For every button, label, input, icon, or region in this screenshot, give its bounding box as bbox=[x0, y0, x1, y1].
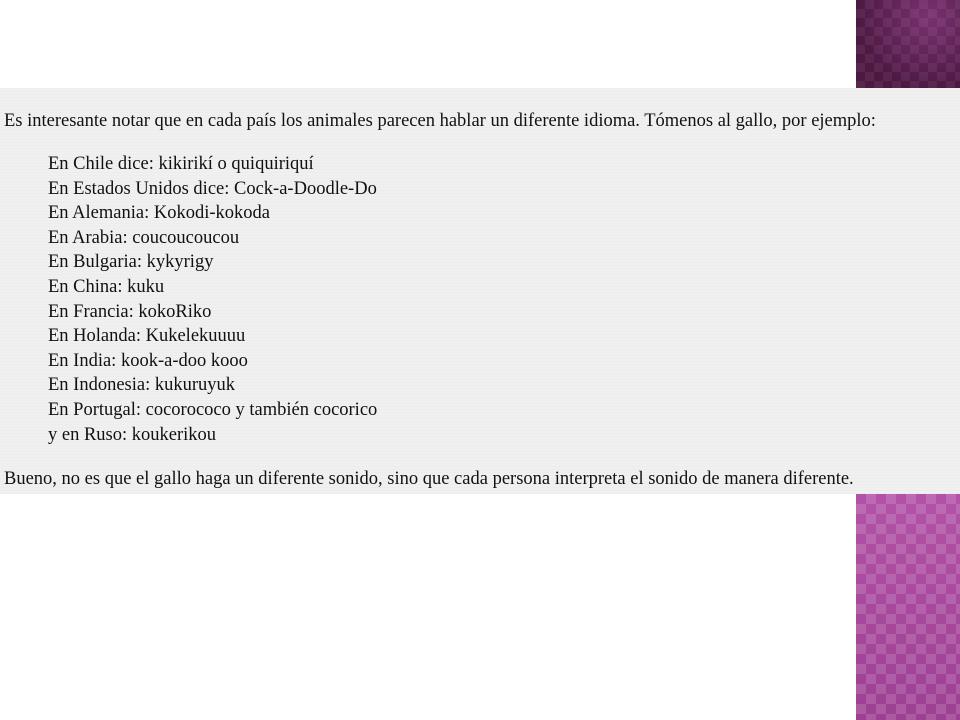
list-item: En Alemania: Kokodi-kokoda bbox=[48, 203, 270, 224]
list-item: En Portugal: cocorococo y también cocorico bbox=[48, 399, 378, 420]
list-item: En Estados Unidos dice: Cock-a-Doodle-Do bbox=[48, 178, 377, 199]
list-item: En Holanda: Kukelekuuuu bbox=[48, 326, 246, 347]
list-item: En China: kuku bbox=[48, 276, 165, 297]
list-item: En Arabia: coucoucoucou bbox=[48, 227, 240, 248]
list-item: En Francia: kokoRiko bbox=[48, 301, 212, 322]
list-item: En Indonesia: kukuruyuk bbox=[48, 375, 236, 396]
text-panel bbox=[0, 88, 960, 494]
outro-paragraph: Bueno, no es que el gallo haga un diferente sonido, sino que cada persona interpreta el sonido de manera diferente. bbox=[4, 469, 854, 489]
decorative-accent-bottom bbox=[856, 494, 960, 720]
rooster-sounds-list bbox=[48, 152, 377, 447]
intro-paragraph: Es interesante notar que en cada país los animales parecen hablar un diferente idioma. Tómenos al gallo, por ejemplo: bbox=[4, 111, 876, 131]
list-item: En India: kook-a-doo kooo bbox=[48, 350, 248, 371]
list-item: y en Ruso: koukerikou bbox=[48, 424, 217, 445]
decorative-accent-top bbox=[856, 0, 960, 88]
list-item: En Chile dice: kikirikí o quiquiriquí bbox=[48, 154, 314, 174]
list-item: En Bulgaria: kykyrigy bbox=[48, 252, 214, 273]
